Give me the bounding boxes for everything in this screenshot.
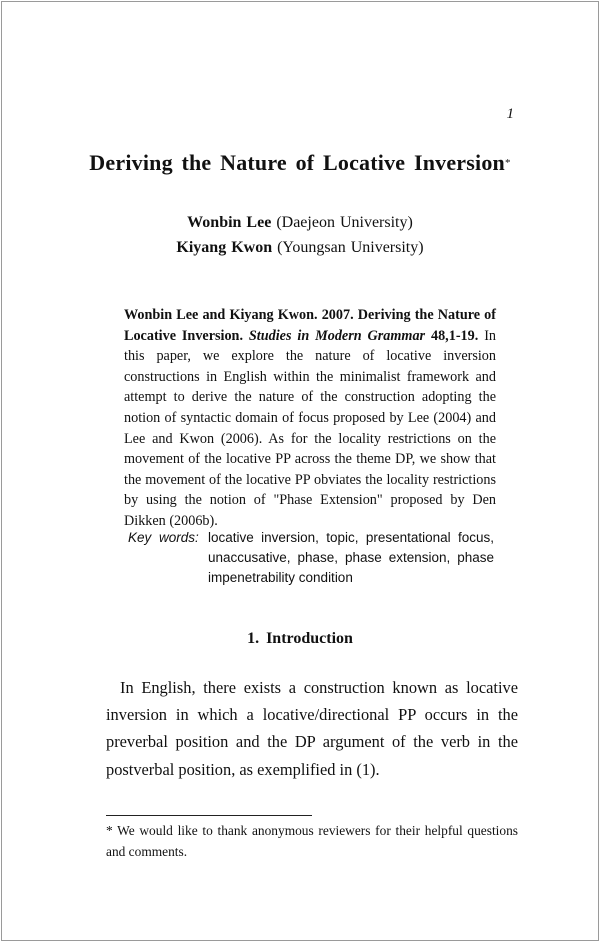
keywords-text: locative inversion, topic, presentational focus, unaccusative, phase, phase extension, phase impenetrability condition: [208, 530, 494, 585]
abstract-citation: Wonbin Lee and Kiyang Kwon. 2007. Deriving the Nature of Locative Inversion.: [124, 307, 496, 344]
journal-name: Studies in Modern Grammar: [248, 327, 426, 344]
introduction-paragraph: In English, there exists a construction known as locative inversion in which a locative/directional PP occurs in the preverbal position and the DP argument of the verb in the postverbal position, as exemplified in (1).: [106, 678, 518, 779]
page-number: 1: [506, 106, 514, 122]
abstract-body: In this paper, we explore the nature of locative inversion constructions in English within the minimalist framework and attempt to derive the nature of the construction adopting the notion of syntactic domain of focus proposed by Lee (2004) and Lee and Kwon (2006). As for the locality restrictions on the movement of the locative PP across the theme DP, we show that the movement of the locative PP obviates the locality restrictions by using the notion of "Phase Extension" proposed by Den Dikken (2006b).: [124, 327, 497, 529]
keywords-label: Key words:: [128, 530, 199, 545]
author-affiliation: (Daejeon University): [276, 214, 413, 231]
footnote: * We would like to thank anonymous reviewers for their helpful questions and comments.: [106, 823, 518, 859]
journal-volume: 48,1-19.: [430, 327, 479, 344]
author-affiliation: (Youngsan University): [277, 239, 424, 256]
section-heading: 1. Introduction: [247, 630, 353, 647]
abstract: [124, 305, 496, 532]
author-name: Wonbin Lee: [187, 214, 272, 231]
title-footnote-marker: *: [504, 157, 511, 169]
paper-title-text: Deriving the Nature of Locative Inversion: [89, 150, 505, 175]
paper-title: [0, 150, 600, 176]
author-line-1: [0, 214, 600, 232]
author-name: Kiyang Kwon: [176, 239, 273, 256]
author-line-2: [0, 239, 600, 257]
footnote-divider: [106, 815, 312, 816]
